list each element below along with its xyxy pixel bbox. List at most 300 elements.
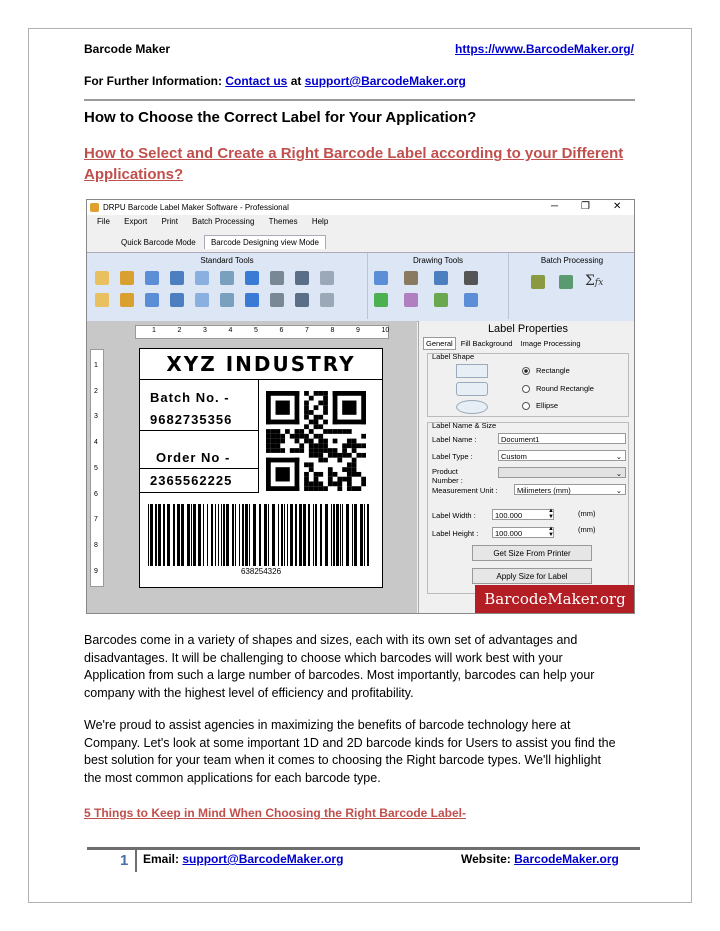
para1-line: company with the highest level of efficiency and profitability. bbox=[84, 685, 414, 700]
contact-link[interactable]: Contact us bbox=[225, 74, 288, 88]
footer-email-link[interactable]: support@BarcodeMaker.org bbox=[182, 852, 344, 866]
drawing-tool-icon[interactable] bbox=[434, 293, 448, 307]
qr-module bbox=[266, 458, 299, 463]
qr-module bbox=[295, 391, 300, 424]
para2-line: We're proud to assist agencies in maximizing the benefits of barcode technology here at bbox=[84, 718, 571, 732]
qr-module bbox=[304, 434, 309, 439]
ruler-top bbox=[135, 325, 389, 339]
qr-module bbox=[314, 424, 319, 429]
qr-module bbox=[361, 453, 366, 458]
qr-module bbox=[304, 410, 309, 415]
qr-module bbox=[309, 448, 314, 453]
qr-module bbox=[299, 429, 304, 434]
qr-module bbox=[314, 434, 319, 439]
round-rectangle-option-label: Round Rectangle bbox=[536, 384, 594, 393]
tab-image-processing[interactable]: Image Processing bbox=[520, 339, 581, 348]
qr-module bbox=[276, 401, 290, 415]
qr-module bbox=[361, 391, 366, 424]
qr-module bbox=[347, 481, 352, 486]
barcode-bar bbox=[272, 504, 275, 566]
design-canvas[interactable] bbox=[87, 321, 417, 614]
standard-tool-icon[interactable] bbox=[220, 271, 234, 285]
qr-module bbox=[333, 472, 338, 477]
qr-module bbox=[347, 477, 352, 482]
standard-tool-icon[interactable] bbox=[320, 271, 334, 285]
radio-round-rectangle[interactable] bbox=[522, 385, 530, 393]
barcode-bar bbox=[354, 504, 357, 566]
qr-module bbox=[314, 486, 319, 491]
qr-module bbox=[290, 448, 295, 453]
label-type-value: Custom bbox=[501, 452, 527, 461]
ruler-left-tick-label: 1 bbox=[94, 362, 98, 369]
qr-module bbox=[314, 391, 319, 396]
qr-module bbox=[323, 420, 328, 425]
further-info-line bbox=[84, 74, 466, 88]
chevron-down-icon: ⌄ bbox=[615, 486, 622, 495]
batch-series-icon[interactable] bbox=[559, 275, 573, 289]
standard-tool-icon[interactable] bbox=[245, 293, 259, 307]
label-width-label: Label Width : bbox=[432, 511, 476, 520]
qr-module bbox=[266, 439, 271, 444]
qr-module bbox=[328, 467, 333, 472]
barcode-label-preview[interactable] bbox=[139, 348, 383, 588]
label-height-input[interactable]: 100.000 bbox=[492, 527, 554, 538]
restore-icon[interactable]: ❐ bbox=[581, 201, 590, 212]
qr-module bbox=[280, 439, 285, 444]
qr-module bbox=[295, 458, 300, 491]
qr-module bbox=[295, 429, 300, 434]
qr-module bbox=[352, 458, 357, 463]
para2-line: best solution for your team when it comes to choosing the Right barcode types. We'll highlight bbox=[84, 753, 602, 768]
barcode-bar bbox=[221, 504, 222, 566]
measurement-unit-value: Milimeters (mm) bbox=[517, 486, 571, 495]
drawing-tools-label: Drawing Tools bbox=[412, 256, 464, 265]
qr-module bbox=[323, 486, 328, 491]
drawing-tool-icon[interactable] bbox=[464, 271, 478, 285]
barcode-bar bbox=[232, 504, 234, 566]
qr-module bbox=[309, 429, 314, 434]
height-unit: (mm) bbox=[578, 525, 596, 534]
qr-module bbox=[342, 443, 347, 448]
barcode-bar bbox=[340, 504, 341, 566]
standard-tool-icon[interactable] bbox=[320, 293, 334, 307]
menu-help[interactable]: Help bbox=[311, 217, 329, 226]
standard-tool-icon[interactable] bbox=[170, 293, 184, 307]
batch-edit-icon[interactable] bbox=[531, 275, 545, 289]
barcode-bar bbox=[315, 504, 317, 566]
ruler-left-tick-label: 7 bbox=[94, 516, 98, 524]
barcode-bar bbox=[249, 504, 250, 566]
qr-module bbox=[361, 481, 366, 486]
radio-rectangle[interactable] bbox=[522, 367, 530, 375]
ruler-top-tick-label: 3 bbox=[203, 327, 207, 334]
header-email-link[interactable]: support@BarcodeMaker.org bbox=[304, 74, 466, 88]
measurement-unit-select[interactable] bbox=[514, 484, 626, 495]
ruler-left-tick-label: 4 bbox=[94, 439, 98, 447]
qr-code bbox=[266, 391, 366, 491]
qr-module bbox=[333, 439, 338, 444]
qr-module bbox=[347, 453, 352, 458]
ruler-top-tick-label: 5 bbox=[254, 327, 258, 334]
barcode-bar bbox=[287, 504, 288, 566]
barcode-bar bbox=[215, 504, 216, 566]
paragraph-1 bbox=[84, 632, 594, 702]
qr-module bbox=[328, 472, 333, 477]
standard-tool-icon[interactable] bbox=[195, 271, 209, 285]
standard-tool-icon[interactable] bbox=[170, 271, 184, 285]
standard-tool-icon[interactable] bbox=[195, 293, 209, 307]
qr-module bbox=[342, 401, 356, 415]
qr-module bbox=[347, 429, 352, 434]
menu-file[interactable]: File bbox=[97, 217, 110, 226]
barcode-bar bbox=[281, 504, 283, 566]
qr-module bbox=[276, 429, 281, 434]
width-unit: (mm) bbox=[578, 509, 596, 518]
sigma-fx-icon[interactable]: Σfx bbox=[585, 273, 604, 289]
ruler-top-tick-label: 1 bbox=[152, 327, 156, 334]
qr-module bbox=[318, 443, 323, 448]
qr-module bbox=[304, 405, 309, 410]
footer-website-label: Website: bbox=[461, 852, 511, 866]
ruler-left bbox=[90, 349, 104, 587]
barcode-bar bbox=[173, 504, 175, 566]
qr-module bbox=[337, 453, 342, 458]
barcode-bar bbox=[218, 504, 219, 566]
tab-barcode-designing-mode[interactable]: Barcode Designing view Mode bbox=[204, 235, 326, 249]
barcode-bar bbox=[245, 504, 248, 566]
label-shape-heading: Label Shape bbox=[432, 352, 475, 361]
qr-module bbox=[285, 429, 290, 434]
menu-batch-processing[interactable]: Batch Processing bbox=[192, 217, 255, 226]
qr-module bbox=[304, 477, 309, 482]
qr-module bbox=[337, 477, 342, 482]
qr-module bbox=[276, 448, 281, 453]
qr-module bbox=[295, 439, 300, 444]
qr-module bbox=[309, 462, 314, 467]
qr-module bbox=[328, 477, 333, 482]
qr-module bbox=[271, 439, 276, 444]
label-properties-panel bbox=[418, 321, 635, 614]
qr-module bbox=[304, 424, 309, 429]
get-size-from-printer-button[interactable]: Get Size From Printer bbox=[472, 545, 592, 561]
qr-module bbox=[318, 391, 323, 396]
barcode-bar bbox=[360, 504, 363, 566]
qr-module bbox=[304, 439, 309, 444]
qr-module bbox=[266, 443, 271, 448]
drawing-tool-icon[interactable] bbox=[404, 293, 418, 307]
qr-module bbox=[309, 439, 314, 444]
barcode-bar bbox=[148, 504, 149, 566]
qr-module bbox=[352, 448, 357, 453]
qr-module bbox=[323, 410, 328, 415]
page-number-divider bbox=[135, 850, 137, 872]
shape-ellipse-preview[interactable] bbox=[456, 400, 488, 414]
qr-module bbox=[299, 434, 304, 439]
qr-module bbox=[333, 420, 366, 425]
qr-module bbox=[323, 391, 328, 396]
qr-module bbox=[304, 401, 309, 406]
qr-module bbox=[333, 429, 338, 434]
qr-module bbox=[356, 472, 361, 477]
qr-module bbox=[314, 448, 319, 453]
para1-line: disadvantages. It will be challenging to choose which barcodes will work best with your bbox=[84, 650, 563, 665]
barcode-bar bbox=[367, 504, 369, 566]
qr-module bbox=[352, 439, 357, 444]
qr-module bbox=[347, 472, 352, 477]
ruler-top-tick-label: 8 bbox=[330, 327, 335, 334]
qr-module bbox=[361, 443, 366, 448]
qr-module bbox=[314, 405, 319, 410]
drawing-tool-icon[interactable] bbox=[434, 271, 448, 285]
qr-module bbox=[347, 443, 352, 448]
qr-module bbox=[271, 434, 276, 439]
label-name-label: Label Name : bbox=[432, 435, 477, 444]
apply-size-button[interactable]: Apply Size for Label bbox=[472, 568, 592, 584]
qr-module bbox=[271, 443, 276, 448]
ruler-left-tick-label: 6 bbox=[94, 490, 98, 498]
barcode-bar bbox=[163, 504, 165, 566]
ruler-left-tick-label: 3 bbox=[94, 413, 98, 421]
site-url-link[interactable]: https://www.BarcodeMaker.org/ bbox=[455, 42, 634, 56]
height-stepper[interactable]: ▲ ▼ bbox=[548, 526, 554, 538]
label-width-input[interactable]: 100.000 bbox=[492, 509, 554, 520]
batch-processing-label: Batch Processing bbox=[540, 256, 604, 265]
qr-module bbox=[323, 396, 328, 401]
ruler-top-tick-label: 9 bbox=[356, 327, 360, 334]
subtitle-line-1: How to Select and Create a Right Barcode Label according to your Different bbox=[84, 145, 624, 162]
menu-export[interactable]: Export bbox=[124, 217, 148, 226]
qr-module bbox=[276, 439, 281, 444]
barcode-bar bbox=[342, 504, 343, 566]
drawing-tool-icon[interactable] bbox=[464, 293, 478, 307]
qr-module bbox=[347, 439, 352, 444]
barcode-bar bbox=[320, 504, 322, 566]
qr-module bbox=[295, 448, 300, 453]
ribbon bbox=[87, 252, 634, 322]
standard-tool-icon[interactable] bbox=[120, 293, 134, 307]
qr-module bbox=[304, 486, 309, 491]
minimize-icon[interactable]: ─ bbox=[551, 201, 559, 212]
standard-tool-icon[interactable] bbox=[245, 271, 259, 285]
qr-module bbox=[342, 448, 347, 453]
qr-module bbox=[309, 410, 314, 415]
qr-module bbox=[266, 420, 299, 425]
barcode-bar bbox=[331, 504, 332, 566]
qr-module bbox=[328, 453, 333, 458]
site-name: Barcode Maker bbox=[84, 42, 171, 56]
qr-module bbox=[342, 429, 347, 434]
standard-tool-icon[interactable] bbox=[270, 293, 284, 307]
barcode-bar bbox=[193, 504, 196, 566]
qr-module bbox=[318, 448, 323, 453]
qr-module bbox=[352, 443, 357, 448]
info-prefix: For Further Information: bbox=[84, 74, 222, 88]
at-word: at bbox=[290, 74, 302, 88]
name-size-heading: Label Name & Size bbox=[432, 421, 497, 430]
qr-module bbox=[266, 434, 271, 439]
mode-tabs bbox=[115, 235, 326, 249]
footer-divider bbox=[87, 847, 640, 850]
qr-module bbox=[318, 401, 323, 406]
barcode-bar bbox=[290, 504, 293, 566]
qr-module bbox=[356, 443, 361, 448]
tab-quick-barcode-mode[interactable]: Quick Barcode Mode bbox=[121, 238, 196, 247]
ruler-left-tick-label: 5 bbox=[94, 464, 98, 472]
qr-module bbox=[323, 458, 328, 463]
qr-module bbox=[318, 434, 323, 439]
barcode-bar bbox=[181, 504, 184, 566]
barcode-bar bbox=[177, 504, 180, 566]
ellipse-option-label: Ellipse bbox=[536, 401, 559, 410]
qr-module bbox=[352, 462, 357, 467]
tab-general[interactable]: General bbox=[423, 337, 456, 350]
para2-line: the most common applications for each barcode type. bbox=[84, 770, 381, 785]
chevron-down-icon: ⌄ bbox=[615, 452, 622, 461]
qr-module bbox=[304, 415, 309, 420]
section-subtitle bbox=[84, 143, 623, 185]
qr-module bbox=[337, 486, 342, 491]
standard-tools-label: Standard Tools bbox=[200, 256, 254, 265]
qr-module bbox=[323, 448, 328, 453]
qr-module bbox=[266, 391, 299, 396]
barcode-bar bbox=[223, 504, 225, 566]
label-company-name: XYZ INDUSTRY bbox=[140, 349, 382, 380]
label-type-select[interactable] bbox=[498, 450, 626, 461]
qr-module bbox=[318, 486, 323, 491]
qr-module bbox=[333, 481, 338, 486]
standard-tool-icon[interactable] bbox=[120, 271, 134, 285]
qr-module bbox=[323, 401, 328, 406]
qr-module bbox=[318, 472, 323, 477]
qr-module bbox=[333, 391, 366, 396]
shape-rectangle-preview[interactable] bbox=[456, 364, 488, 378]
standard-tool-icon[interactable] bbox=[95, 271, 109, 285]
barcode-bar bbox=[167, 504, 170, 566]
ruler-left-tick-label: 8 bbox=[94, 541, 98, 549]
drawing-tool-icon[interactable] bbox=[374, 293, 388, 307]
qr-module bbox=[314, 420, 319, 425]
qr-module bbox=[271, 429, 276, 434]
qr-module bbox=[314, 415, 319, 420]
label-name-input[interactable]: Document1 bbox=[498, 433, 626, 444]
qr-module bbox=[347, 486, 352, 491]
tab-fill-background[interactable]: Fill Background bbox=[460, 339, 513, 348]
qr-module bbox=[314, 443, 319, 448]
standard-tool-icon[interactable] bbox=[145, 271, 159, 285]
barcode-bar bbox=[191, 504, 192, 566]
qr-module bbox=[352, 486, 357, 491]
qr-module bbox=[342, 467, 347, 472]
product-number-label: Product Number : bbox=[432, 467, 463, 485]
qr-module bbox=[309, 443, 314, 448]
app-window-title: DRPU Barcode Label Maker Software - Professional bbox=[103, 203, 289, 212]
page-number: 1 bbox=[120, 852, 129, 869]
barcode-number: 638254326 bbox=[240, 567, 282, 576]
footer-website-link[interactable]: BarcodeMaker.org bbox=[514, 852, 619, 866]
qr-module bbox=[342, 477, 347, 482]
label-type-label: Label Type : bbox=[432, 452, 473, 461]
barcode-bar bbox=[336, 504, 339, 566]
qr-module bbox=[347, 462, 352, 467]
barcodemaker-watermark: BarcodeMaker.org bbox=[475, 585, 635, 613]
ribbon-group-batch-processing bbox=[509, 253, 635, 319]
qr-module bbox=[276, 467, 290, 481]
qr-module bbox=[314, 453, 319, 458]
qr-module bbox=[280, 448, 285, 453]
ribbon-group-standard-tools bbox=[87, 253, 368, 319]
qr-module bbox=[290, 434, 295, 439]
qr-module bbox=[304, 462, 309, 467]
qr-module bbox=[266, 448, 271, 453]
standard-tool-icon[interactable] bbox=[220, 293, 234, 307]
barcode-bar bbox=[352, 504, 353, 566]
drawing-tool-icon[interactable] bbox=[374, 271, 388, 285]
qr-module bbox=[323, 405, 328, 410]
ruler-top-tick-label: 4 bbox=[228, 327, 233, 334]
rectangle-option-label: Rectangle bbox=[536, 366, 570, 375]
batch-value: 9682735356 bbox=[150, 412, 233, 427]
footer-email bbox=[143, 852, 343, 866]
ruler-top-tick-label: 10 bbox=[381, 327, 390, 334]
qr-module bbox=[299, 443, 304, 448]
barcode-bar bbox=[155, 504, 157, 566]
menu-print[interactable]: Print bbox=[161, 217, 178, 226]
menu-bar bbox=[87, 217, 634, 231]
qr-module bbox=[318, 453, 323, 458]
properties-title: Label Properties bbox=[487, 323, 569, 335]
qr-module bbox=[304, 472, 309, 477]
qr-module bbox=[276, 434, 281, 439]
qr-module bbox=[333, 391, 338, 424]
barcode-bar bbox=[268, 504, 269, 566]
ruler-top-tick-label: 6 bbox=[279, 327, 284, 334]
qr-module bbox=[276, 443, 281, 448]
menu-themes[interactable]: Themes bbox=[268, 217, 298, 226]
standard-tool-icon[interactable] bbox=[95, 293, 109, 307]
qr-module bbox=[323, 443, 328, 448]
product-number-select[interactable] bbox=[498, 467, 626, 478]
page-title: How to Choose the Correct Label for Your Application? bbox=[84, 109, 477, 126]
qr-module bbox=[352, 472, 357, 477]
shape-round-rectangle-preview[interactable] bbox=[456, 382, 488, 396]
close-icon[interactable]: ✕ bbox=[613, 201, 622, 212]
qr-module bbox=[323, 439, 328, 444]
qr-module bbox=[356, 453, 361, 458]
app-logo-icon bbox=[90, 203, 99, 212]
qr-module bbox=[337, 481, 342, 486]
barcode-bar bbox=[313, 504, 314, 566]
qr-module bbox=[309, 453, 314, 458]
standard-tool-icon[interactable] bbox=[295, 293, 309, 307]
radio-ellipse[interactable] bbox=[522, 402, 530, 410]
qr-module bbox=[266, 429, 271, 434]
drawing-tool-icon[interactable] bbox=[404, 271, 418, 285]
standard-tool-icon[interactable] bbox=[295, 271, 309, 285]
qr-module bbox=[318, 415, 323, 420]
standard-tool-icon[interactable] bbox=[145, 293, 159, 307]
qr-module bbox=[337, 429, 342, 434]
barcode-bar bbox=[284, 504, 285, 566]
qr-module bbox=[361, 434, 366, 439]
qr-module bbox=[342, 453, 347, 458]
qr-module bbox=[333, 453, 338, 458]
para1-line: Application from such a large number of barcodes. Most importantly, barcodes can help your bbox=[84, 668, 595, 683]
standard-tool-icon[interactable] bbox=[270, 271, 284, 285]
width-stepper[interactable]: ▲ ▼ bbox=[548, 508, 554, 520]
qr-module bbox=[314, 472, 319, 477]
qr-module bbox=[266, 391, 271, 424]
header-divider bbox=[84, 99, 635, 101]
